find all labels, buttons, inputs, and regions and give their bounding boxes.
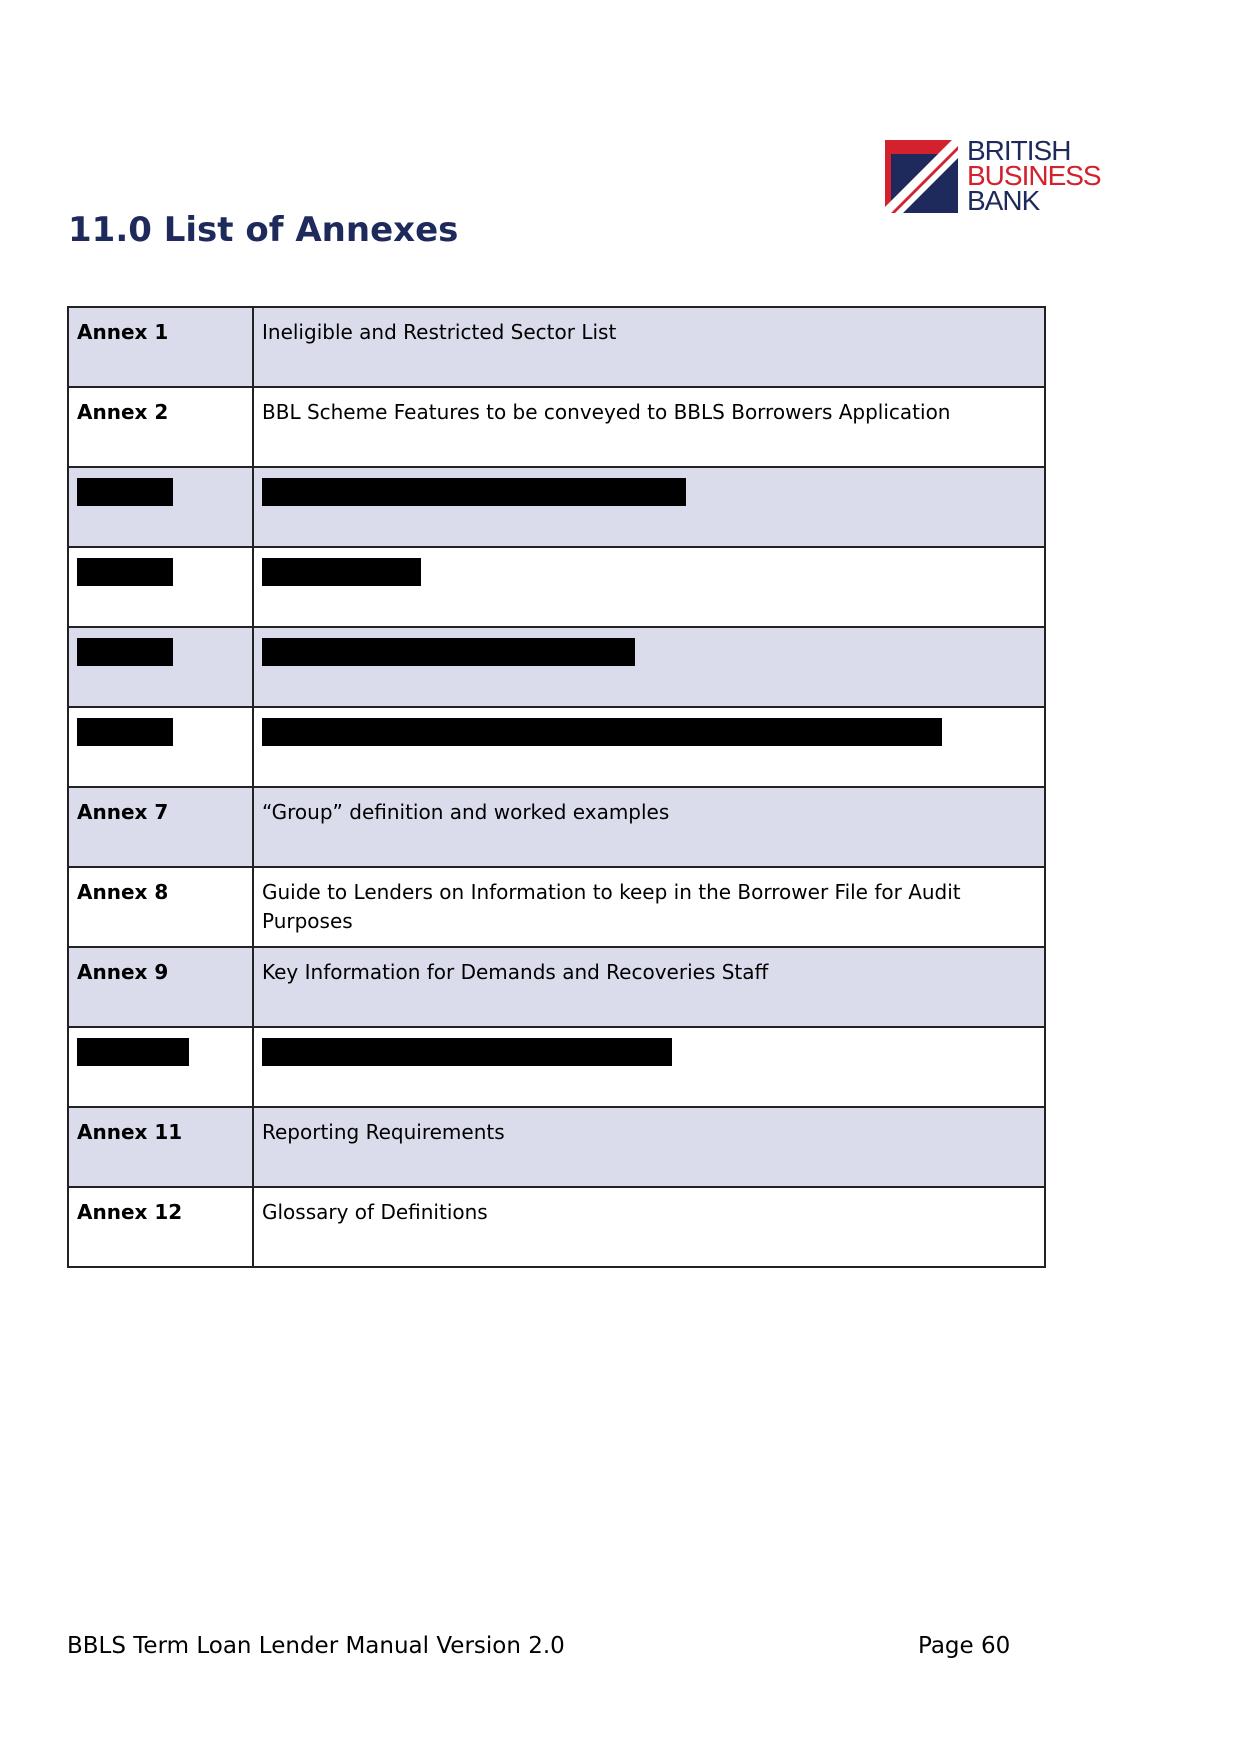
redaction-bar — [262, 1038, 672, 1066]
annex-description — [253, 707, 1045, 787]
redaction-bar — [262, 718, 942, 746]
logo-line-1: BRITISH — [967, 135, 1071, 166]
annex-description — [253, 547, 1045, 627]
redaction-bar — [77, 1038, 189, 1066]
logo-wordmark — [967, 135, 1101, 216]
annex-row — [68, 1107, 1045, 1187]
annex-label — [68, 627, 253, 707]
annex-row — [68, 387, 1045, 467]
annex-label — [68, 467, 253, 547]
annex-description — [253, 1027, 1045, 1107]
annex-label: Annex 7 — [68, 787, 253, 867]
annex-label: Annex 2 — [68, 387, 253, 467]
annex-row — [68, 787, 1045, 867]
logo-line-2: BUSINESS — [967, 160, 1101, 191]
annex-description: “Group” definition and worked examples — [253, 787, 1045, 867]
annex-label: Annex 12 — [68, 1187, 253, 1267]
annex-label — [68, 547, 253, 627]
annex-description: Key Information for Demands and Recoveries Staff — [253, 947, 1045, 1027]
logo-line-3: BANK — [967, 185, 1040, 216]
annex-label — [68, 707, 253, 787]
redaction-bar — [262, 558, 421, 586]
footer-document-title: BBLS Term Loan Lender Manual Version 2.0 — [67, 1633, 565, 1659]
annex-label: Annex 1 — [68, 307, 253, 387]
annex-description — [253, 467, 1045, 547]
annex-row-redacted — [68, 627, 1045, 707]
annex-row-redacted — [68, 467, 1045, 547]
page-title: 11.0 List of Annexes — [68, 210, 459, 250]
annex-description: BBL Scheme Features to be conveyed to BBLS Borrowers Application — [253, 387, 1045, 467]
annex-row-redacted — [68, 547, 1045, 627]
redaction-bar — [77, 478, 173, 506]
annex-label: Annex 9 — [68, 947, 253, 1027]
footer-page-number: Page 60 — [918, 1633, 1011, 1659]
annex-description: Glossary of Definitions — [253, 1187, 1045, 1267]
annex-label: Annex 8 — [68, 867, 253, 947]
annex-description — [253, 627, 1045, 707]
annex-label — [68, 1027, 253, 1107]
redaction-bar — [262, 638, 635, 666]
annex-row — [68, 867, 1045, 947]
annex-row — [68, 1187, 1045, 1267]
redaction-bar — [262, 478, 686, 506]
annex-description: Ineligible and Restricted Sector List — [253, 307, 1045, 387]
redaction-bar — [77, 558, 173, 586]
annex-description: Reporting Requirements — [253, 1107, 1045, 1187]
annex-description: Guide to Lenders on Information to keep in the Borrower File for Audit Purposes — [253, 867, 1045, 947]
annex-row-redacted — [68, 1027, 1045, 1107]
annex-row — [68, 947, 1045, 1027]
redaction-bar — [77, 718, 173, 746]
british-business-bank-logo — [885, 135, 1101, 216]
annex-row-redacted — [68, 707, 1045, 787]
annex-table — [67, 306, 1046, 1268]
annex-label: Annex 11 — [68, 1107, 253, 1187]
annex-row — [68, 307, 1045, 387]
redaction-bar — [77, 638, 173, 666]
logo-mark-icon — [885, 140, 958, 213]
